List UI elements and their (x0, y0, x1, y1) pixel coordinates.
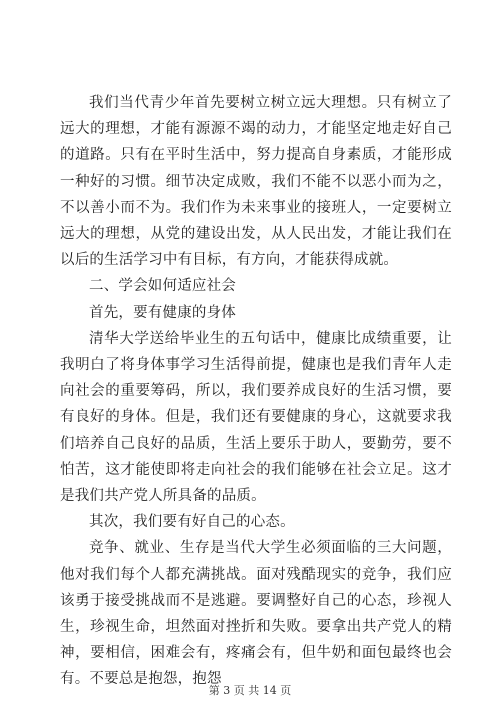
paragraph-competition: 竞争、就业、生存是当代大学生必须面临的三大问题，他对我们每个人都充满挑战。面对残酷现实的竞争，我们应该勇于接受挑战而不是逃避。要调整好自己的心态，珍视人生，珍视生命，坦然面对挫折和失败。要拿出共产党人的精神，要相信，困难会有，疼痛会有，但牛奶和面包最终也会有。不要总是抱怨，抱怨 (60, 540, 452, 688)
subheading-healthy-body: 首先，要有健康的身体 (89, 304, 236, 321)
page-footer: 第 3 页 共 14 页 (208, 684, 292, 697)
paragraph-health: 清华大学送给毕业生的五句话中，健康比成绩重要，让我明白了将身体事学习生活得前提，健康也是我们青年人走向社会的重要筹码，所以，我们要养成良好的生活习惯，要有良好的身体。但是，我们还有要健康的身心，这就要求我们培养自己良好的品质，生活上要乐于助人，要勤劳，要不怕苦，这才能使即将走向社会的我们能够在社会立足。这才是我们共产党人所具备的品质。 (60, 330, 452, 505)
subheading-mindset: 其次，我们要有好自己的心态。 (89, 514, 295, 531)
document-body (60, 90, 452, 693)
section-heading-adapt-society: 二、学会如何适应社会 (89, 278, 236, 295)
paragraph-ideals: 我们当代青少年首先要树立树立远大理想。只有树立了远大的理想，才能有源源不竭的动力，才能坚定地走好自己的道路。只有在平时生活中，努力提高自身素质，才能形成一种好的习惯。细节决定成败，我们不能不以恶小而为之，不以善小而不为。我们作为未来事业的接班人，一定要树立远大的理想，从党的建设出发，从人民出发，才能让我们在以后的生活学习中有目标，有方向，才能获得成就。 (60, 95, 452, 269)
